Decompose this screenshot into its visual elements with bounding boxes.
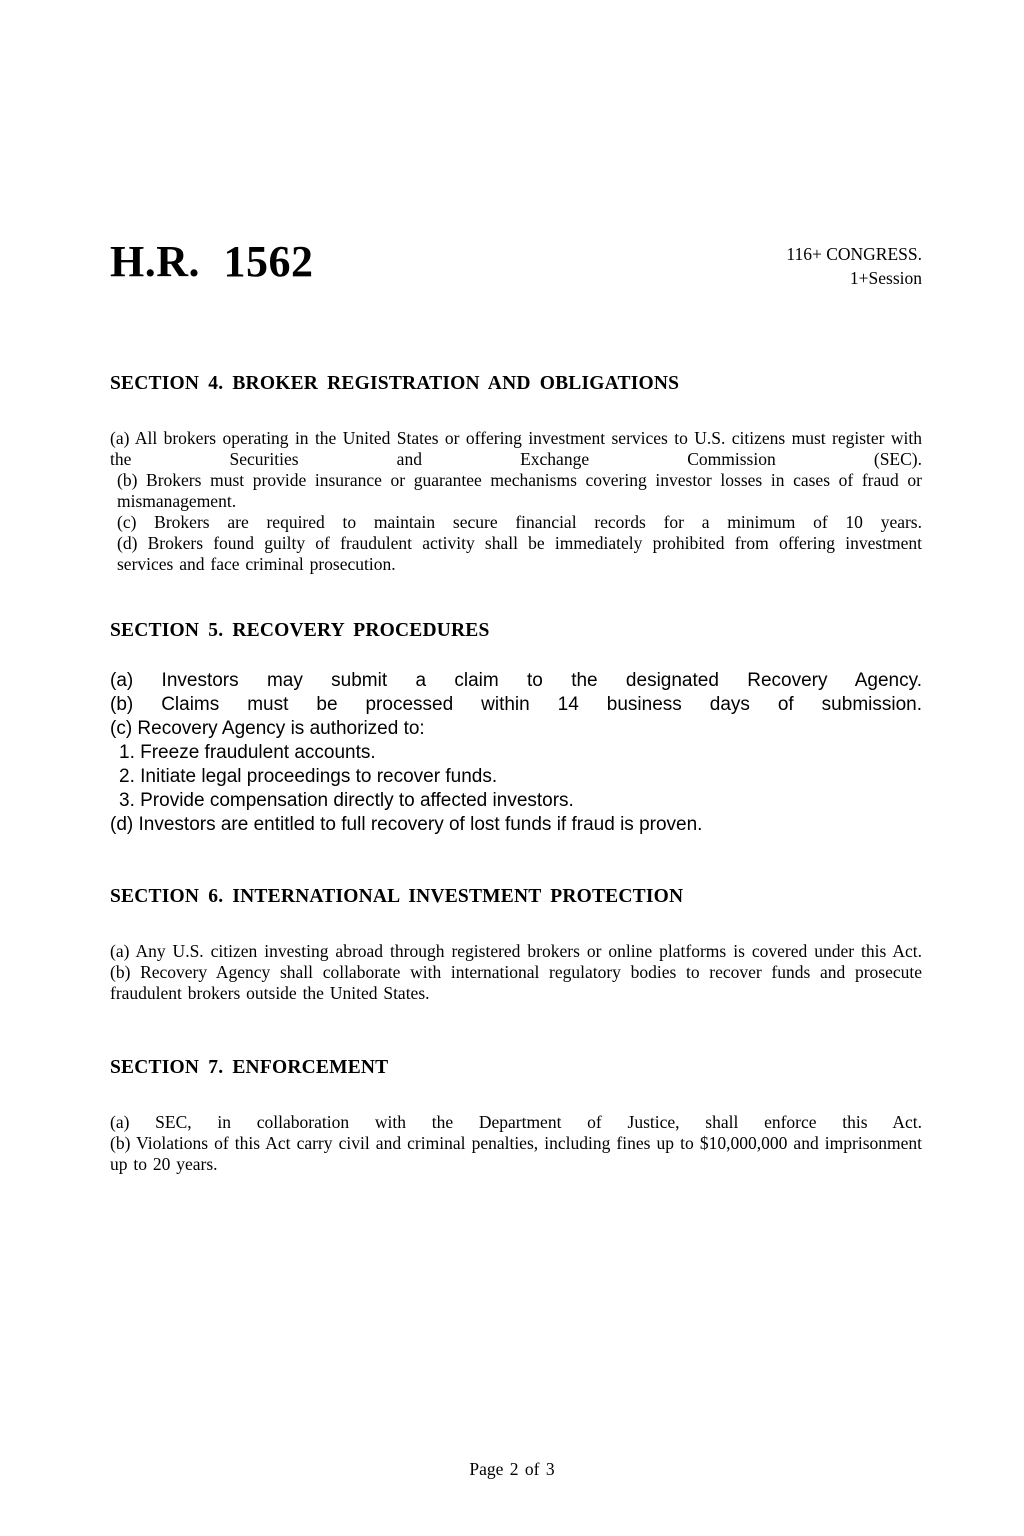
section-7-heading: SECTION 7. ENFORCEMENT <box>110 1057 389 1078</box>
section-5-heading: SECTION 5. RECOVERY PROCEDURES <box>110 620 490 641</box>
footer-page-number: Page 2 of 3 <box>469 1459 555 1479</box>
section-5-list-item-2: 2. Initiate legal proceedings to recover funds. <box>119 766 498 787</box>
section-4-clause-c: (c) Brokers are required to maintain secure financial records for a minimum of 10 years. <box>117 512 922 532</box>
section-7-body <box>110 1112 922 1175</box>
congress-number: 116+ CONGRESS. <box>786 244 922 264</box>
document-header <box>110 238 922 290</box>
section-4 <box>110 372 922 575</box>
section-6-heading: SECTION 6. INTERNATIONAL INVESTMENT PROTECTION <box>110 886 684 907</box>
section-6-clause-b: (b) Recovery Agency shall collaborate with international regulatory bodies to recover funds and prosecute fraudulent brokers outside the United States. <box>110 962 922 1003</box>
section-4-clause-d: (d) Brokers found guilty of fraudulent activity shall be immediately prohibited from offering investment services and face criminal prosecution. <box>117 533 922 574</box>
section-4-heading: SECTION 4. BROKER REGISTRATION AND OBLIGATIONS <box>110 373 680 394</box>
section-5-clause-a: (a) Investors may submit a claim to the designated Recovery Agency. <box>110 670 922 691</box>
section-5-list-item-3: 3. Provide compensation directly to affected investors. <box>119 790 574 811</box>
congress-session-block <box>786 238 922 290</box>
section-7-clause-a: (a) SEC, in collaboration with the Department of Justice, shall enforce this Act. <box>110 1112 922 1132</box>
section-5-body <box>110 669 922 837</box>
section-4-clause-a: (a) All brokers operating in the United States or offering investment services to U.S. citizens must register with the Securities and Exchange Commission (SEC). <box>110 428 922 469</box>
document-content <box>0 238 1024 1175</box>
section-5-clause-d: (d) Investors are entitled to full recovery of lost funds if fraud is proven. <box>110 814 703 835</box>
section-5-clause-c: (c) Recovery Agency is authorized to: <box>110 718 425 739</box>
section-5-list-item-1: 1. Freeze fraudulent accounts. <box>119 742 376 763</box>
section-5 <box>110 619 922 837</box>
bill-number-title: H.R. 1562 <box>110 237 314 286</box>
section-5-clause-b: (b) Claims must be processed within 14 business days of submission. <box>110 694 922 715</box>
section-7 <box>110 1056 922 1175</box>
section-6 <box>110 885 922 1004</box>
section-7-clause-b: (b) Violations of this Act carry civil and criminal penalties, including fines up to $10,000,000 and imprisonment up to 20 years. <box>110 1133 922 1174</box>
session-number: 1+Session <box>849 268 922 288</box>
section-6-clause-a: (a) Any U.S. citizen investing abroad through registered brokers or online platforms is covered under this Act. <box>110 941 922 961</box>
section-6-body <box>110 941 922 1004</box>
section-4-body <box>110 428 922 575</box>
section-4-clause-b: (b) Brokers must provide insurance or guarantee mechanisms covering investor losses in cases of fraud or mismanagement. <box>117 470 922 511</box>
